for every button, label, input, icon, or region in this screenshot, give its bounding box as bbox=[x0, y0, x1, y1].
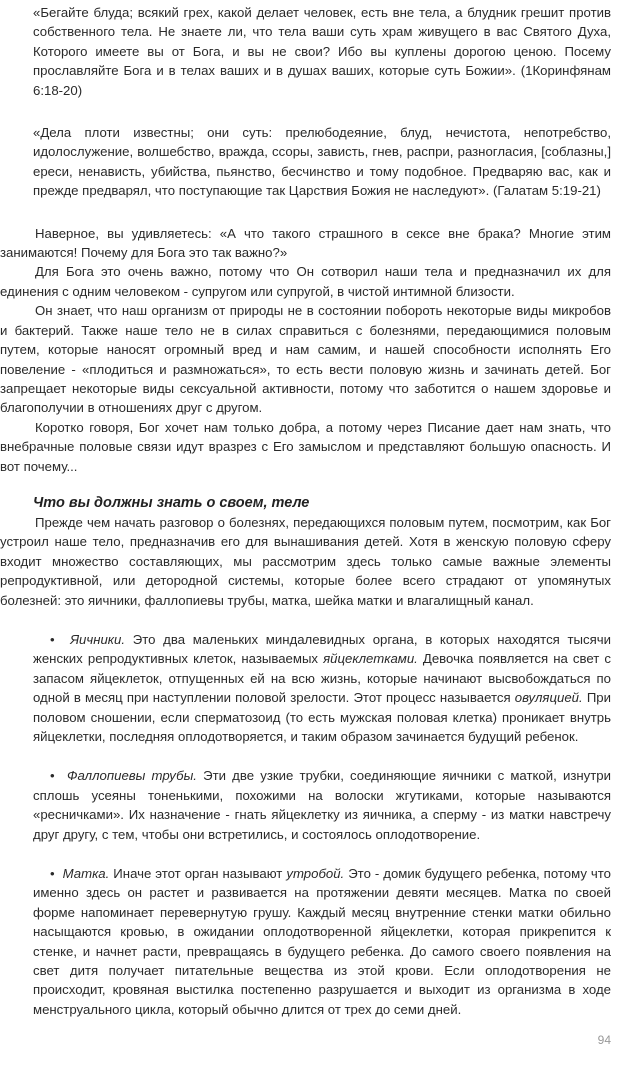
quote-text: «Бегайте блуда; всякий грех, какой делает человек, есть вне тела, а блудник грешит против собственного тела. Не знаете ли, что тела ваши суть храм живущего в вас Святого Духа, Которого имеете вы от Бога, и вы не свои? Ибо вы куплены дорогою ценою. Посему прославляйте Бога и в телах ваших и в душах ваших, которые суть Божии». (1Коринфянам 6:18-20) bbox=[33, 5, 611, 98]
bullet-marker: • bbox=[50, 631, 55, 647]
bible-quote-corinthians bbox=[33, 3, 611, 100]
italic-term: яйцеклетками. bbox=[323, 651, 418, 667]
paragraph: Прежде чем начать разговор о болезнях, передающихся половым путем, посмотрим, как Бог устроил наше тело, предназначив его для вынашивания детей. Хотя в женскую половую сферу входит множество составляющих, мы рассмотрим здесь только самые важные элементы репродуктивной, или детородной системы, которые более всего страдают от упомянутых болезней: это яичники, фаллопиевы трубы, матка, шейка матки и влагалищный канал. bbox=[0, 514, 611, 608]
paragraph: Наверное, вы удивляетесь: «А что такого страшного в сексе вне брака? Многие этим занимаются! Почему для Бога это так важно?» bbox=[0, 225, 611, 261]
paragraph: Для Бога это очень важно, потому что Он сотворил наши тела и предназначил их для единения с одним человеком - супругом или супругой, в чистой интимной близости. bbox=[0, 264, 611, 299]
page-number: 94 bbox=[597, 1033, 611, 1048]
bullet-fallopian-tubes bbox=[33, 766, 611, 844]
bullet-text: Это - домик будущего ребенка, потому что именно здесь он растет и развивается на протяжении девяти месяцев. Матка по своей форме напоминает перевернутую грушу. Каждый месяц внутренние стенки матки обильно насыщаются кровью, в ожидании оплодотворенной яйцеклетки, которая прикрепится к стенке, и начнет расти, превращаясь в будущего ребенка. До самого своего появления на свет дитя получает питательные вещества из этой крови. Если оплодотворения не происходит, кровяная выстилка постепенно разрушается и выходит из организма в ходе менструального цикла, который обычно длится от трех до семи дней. bbox=[33, 866, 611, 1017]
body-text bbox=[0, 224, 611, 476]
bullet-text: Это два маленьких миндалевидных органа, в которых находятся тысячи женских репродуктивных клеток, называемых bbox=[33, 631, 612, 667]
italic-term: овуляцией. bbox=[514, 690, 583, 706]
bullet-marker: • bbox=[50, 768, 55, 784]
bullet-ovaries bbox=[33, 630, 611, 746]
bullet-text: Эти две узкие трубки, соединяющие яичники с маткой, изнутри сплошь усеяны тоненькими, похожими на волоски жгутиками, которые называются «ресничками». Их назначение - гнать яйцеклетку из яичника, а сперму - из матки навстречу друг другу, с тем, чтобы они встретились, и состоялось оплодотворение. bbox=[33, 768, 611, 842]
bullet-marker: • bbox=[50, 866, 55, 882]
bullet-uterus bbox=[33, 864, 611, 1019]
paragraph: Он знает, что наш организм от природы не в состоянии побороть некоторые виды микробов и бактерий. Также наше тело не в силах справиться с болезнями, передающимися половым путем, которые наносят огромный вред и нам самим, и нашей способности исполнять Его повеление - «плодиться и размножаться», то есть вести половую жизнь и зачинать детей. Бог запрещает некоторые виды сексуальной активности, потому что заботится о нашем здоровье и благополучии в отношениях друг с другом. bbox=[0, 303, 611, 416]
quote-text: «Дела плоти известны; они суть: прелюбодеяние, блуд, нечистота, непотребство, идолослужение, волшебство, вражда, ссоры, зависть, гнев, распри, разногласия, [соблазны,] ереси, ненависть, убийства, пьянство, бесчинство и тому подобное. Предваряю вас, как и прежде предварял, что поступающие так Царствия Божия не наследуют». (Галатам 5:19-21) bbox=[33, 125, 611, 199]
bible-quote-galatians bbox=[33, 123, 611, 201]
bullet-text: Иначе этот орган называют bbox=[109, 866, 287, 882]
section-intro bbox=[0, 513, 611, 610]
bullet-text: Девочка появляется на свет с запасом яйцеклеток, отпущенных ей на всю жизнь, которые начинают высвобождаться по одной в месяц при наступлении половой зрелости. Этот процесс называется bbox=[33, 651, 611, 706]
bullet-term: Матка. bbox=[62, 866, 110, 882]
italic-term: утробой. bbox=[286, 866, 345, 882]
paragraph: Коротко говоря, Бог хочет нам только добра, а потому через Писание дает нам знать, что внебрачные половые связи идут вразрез с Его замыслом и представляют большую опасность. И вот почему... bbox=[0, 419, 611, 474]
section-heading: Что вы должны знать о своем, теле bbox=[33, 494, 310, 511]
bullet-text: При половом сношении, если сперматозоид (то есть мужская половая клетка) проникает внутрь яйцеклетки, последняя оплодотворяется, и таким образом зачинается будущий ребенок. bbox=[33, 690, 612, 744]
bullet-term: Яичники. bbox=[70, 631, 126, 647]
bullet-term: Фаллопиевы трубы. bbox=[66, 768, 197, 784]
